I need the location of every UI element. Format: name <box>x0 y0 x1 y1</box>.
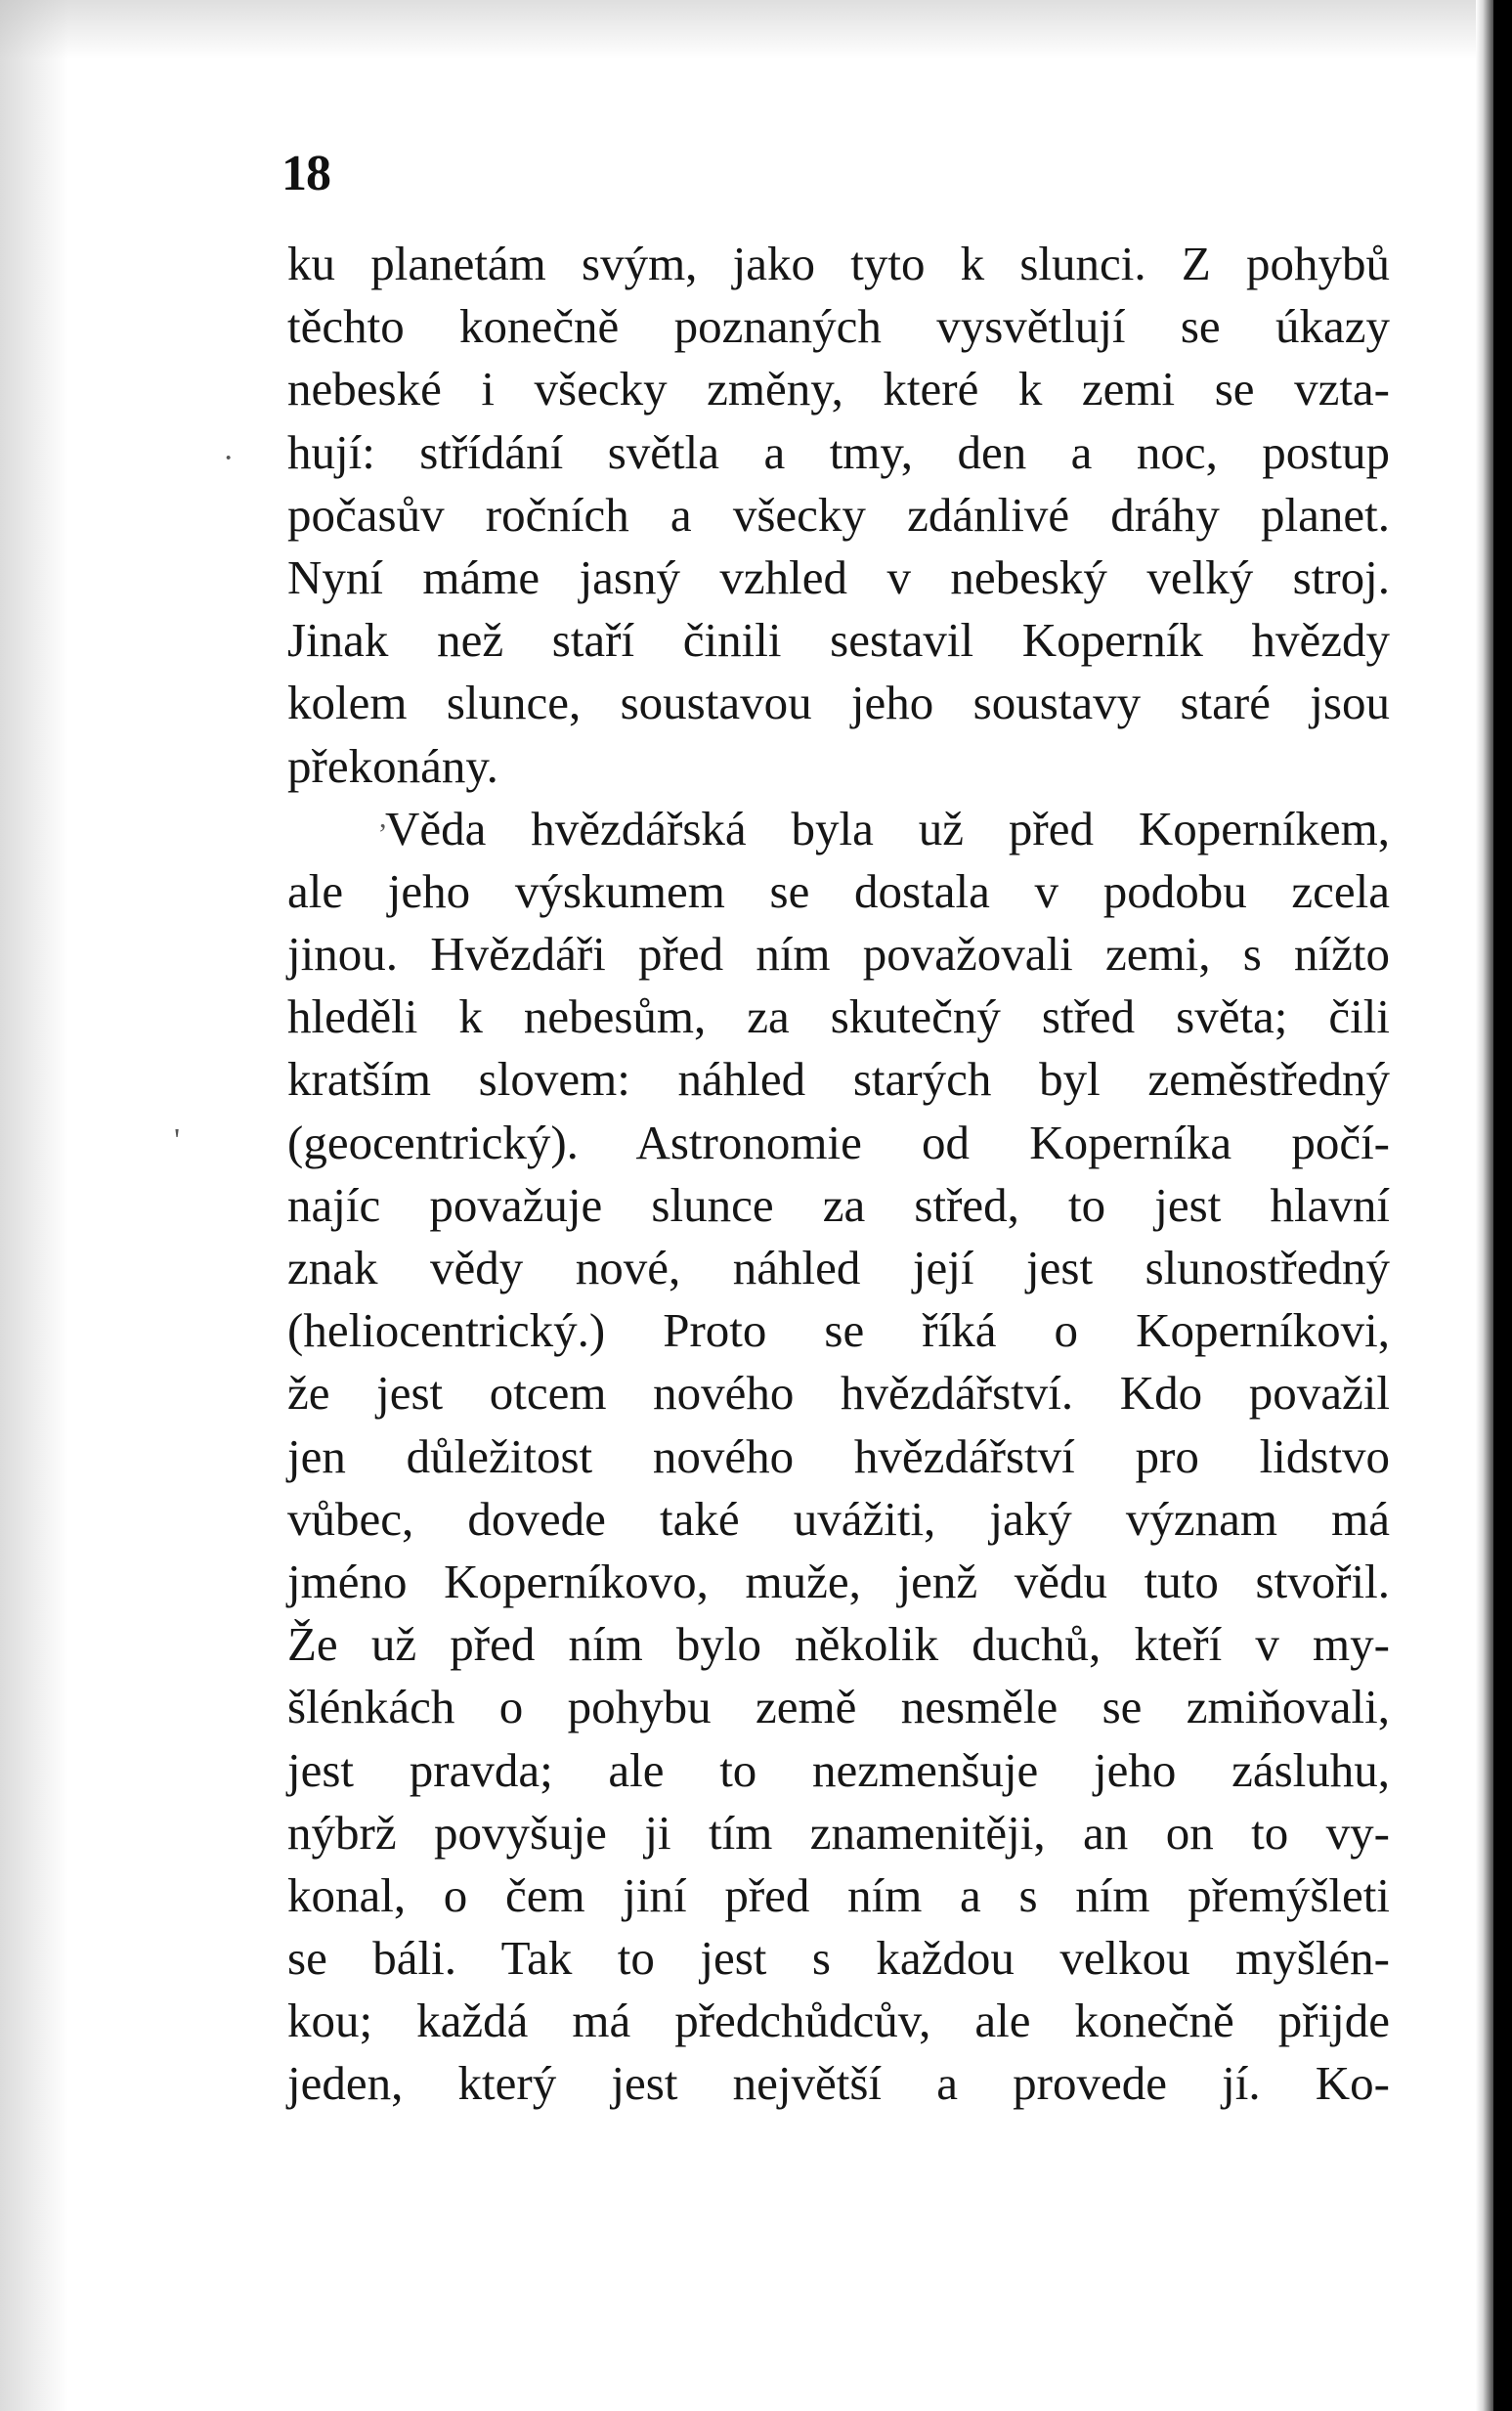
margin-speck: · <box>223 440 235 476</box>
text-line: nýbrž povyšuje ji tím znamenitěji, an on to vy- <box>287 1805 1390 1860</box>
text-line: hleděli k nebesům, za skutečný střed světa; čili <box>287 989 1390 1044</box>
text-line: kolem slunce, soustavou jeho soustavy staré jsou <box>287 676 1390 730</box>
text-line: vůbec, dovede také uvážiti, jaký význam má <box>287 1491 1390 1546</box>
text-line: konal, o čem jiní před ním a s ním přemýšleti <box>287 1867 1390 1922</box>
margin-speck: , <box>379 802 387 834</box>
margin-speck: ' <box>174 1122 181 1159</box>
text-line: najíc považuje slunce za střed, to jest hlavní <box>287 1177 1390 1232</box>
text-line: počasův ročních a všecky zdánlivé dráhy planet. <box>287 487 1390 542</box>
text-line: Že už před ním bylo několik duchů, kteří v my- <box>287 1617 1390 1672</box>
page-edge-shadow <box>1476 0 1493 2411</box>
text-line: šlénkách o pohybu země nesměle se zmiňovali, <box>287 1680 1390 1734</box>
text-line: Nyní máme jasný vzhled v nebeský velký stroj. <box>287 549 1390 604</box>
text-line: se báli. Tak to jest s každou velkou myšlén- <box>287 1931 1390 1986</box>
text-line: hují: střídání světla a tmy, den a noc, postup <box>287 424 1390 479</box>
text-line: kou; každá má předchůdcův, ale konečně přijde <box>287 1994 1390 2048</box>
text-line: Věda hvězdářská byla už před Koperníkem, <box>385 801 1390 855</box>
text-line: (heliocentrický.) Proto se říká o Koperníkovi, <box>287 1303 1390 1358</box>
text-line: ku planetám svým, jako tyto k slunci. Z pohybů <box>287 237 1390 290</box>
text-line: (geocentrický). Astronomie od Koperníka počí- <box>287 1115 1390 1169</box>
body-text <box>287 233 1390 2116</box>
text-line: překonány. <box>287 738 498 793</box>
text-line: jeden, který jest největší a provede jí. Ko- <box>287 2056 1390 2111</box>
text-line: kratším slovem: náhled starých byl zeměstředný <box>287 1052 1390 1107</box>
text-line: nebeské i všecky změny, které k zemi se vzta- <box>287 362 1390 416</box>
text-line: jméno Koperníkovo, muže, jenž vědu tuto stvořil. <box>287 1554 1390 1608</box>
page-number: 18 <box>281 146 330 201</box>
text-line: jinou. Hvězdáři před ním považovali zemi, s nížto <box>287 927 1390 982</box>
text-line: znak vědy nové, náhled její jest slunostředný <box>287 1241 1390 1294</box>
text-line: jen důležitost nového hvězdářství pro lidstvo <box>287 1428 1390 1483</box>
text-line: že jest otcem nového hvězdářství. Kdo považil <box>287 1366 1390 1421</box>
text-line: jest pravda; ale to nezmenšuje jeho zásluhu, <box>287 1742 1390 1797</box>
text-line: těchto konečně poznaných vysvětlují se úkazy <box>287 299 1390 354</box>
text-line: ale jeho výskumem se dostala v podobu zcela <box>287 863 1390 918</box>
text-line: Jinak než staří činili sestavil Koperník hvězdy <box>287 613 1390 668</box>
